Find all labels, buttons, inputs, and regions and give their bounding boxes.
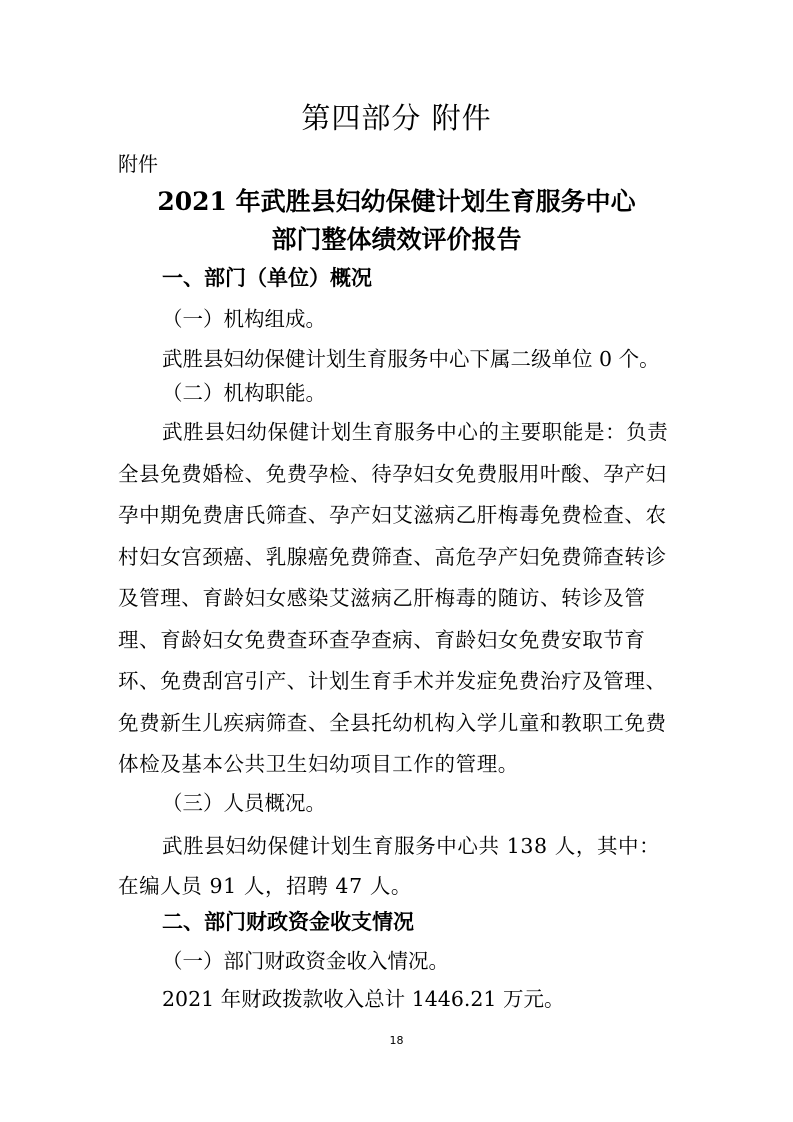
section1-sub3-heading: （三）人员概况。 (162, 791, 326, 815)
section1-sub2-text: 武胜县妇幼保健计划生育服务中心的主要职能是：负责全县免费婚检、免费孕检、待孕妇女免费服用叶酸、孕产妇孕中期免费唐氏筛查、孕产妇艾滋病乙肝梅毒免费检查、农村妇女宫颈癌、乳腺癌免费筛查、高危孕产妇免费筛查转诊及管理、育龄妇女感染艾滋病乙肝梅毒的随访、转诊及管理、育龄妇女免费查环查孕查病、育龄妇女免费安取节育环、免费刮宫引产、计划生育手术并发症免费治疗及管理、免费新生儿疾病筛查、全县托幼机构入学儿童和教职工免费体检及基本公共卫生妇幼项目工作的管理。 (118, 420, 669, 776)
section2-sub1-heading: （一）部门财政资金收入情况。 (162, 949, 449, 973)
section2-sub1-text: 2021 年财政拨款收入总计 1446.21 万元。 (162, 987, 565, 1011)
page-number: 18 (389, 1034, 404, 1047)
report-title-line2: 部门整体绩效评价报告 (271, 225, 522, 254)
section1-sub3-text: 武胜县妇幼保健计划生育服务中心共 138 人，其中：在编人员 91 人，招聘 47 人。 (118, 834, 661, 898)
report-title-line1: 2021 年武胜县妇幼保健计划生育服务中心 (157, 187, 636, 216)
part-title: 第四部分 附件 (301, 101, 492, 135)
section1-sub1-heading: （一）机构组成。 (162, 307, 326, 331)
section1-sub2-heading: （二）机构职能。 (162, 381, 326, 405)
attachment-label: 附件 (118, 152, 158, 176)
section1-sub1-text: 武胜县妇幼保健计划生育服务中心下属二级单位 0 个。 (162, 347, 660, 371)
section2-heading: 二、部门财政资金收支情况 (162, 910, 414, 934)
section1-heading: 一、部门（单位）概况 (162, 266, 372, 290)
